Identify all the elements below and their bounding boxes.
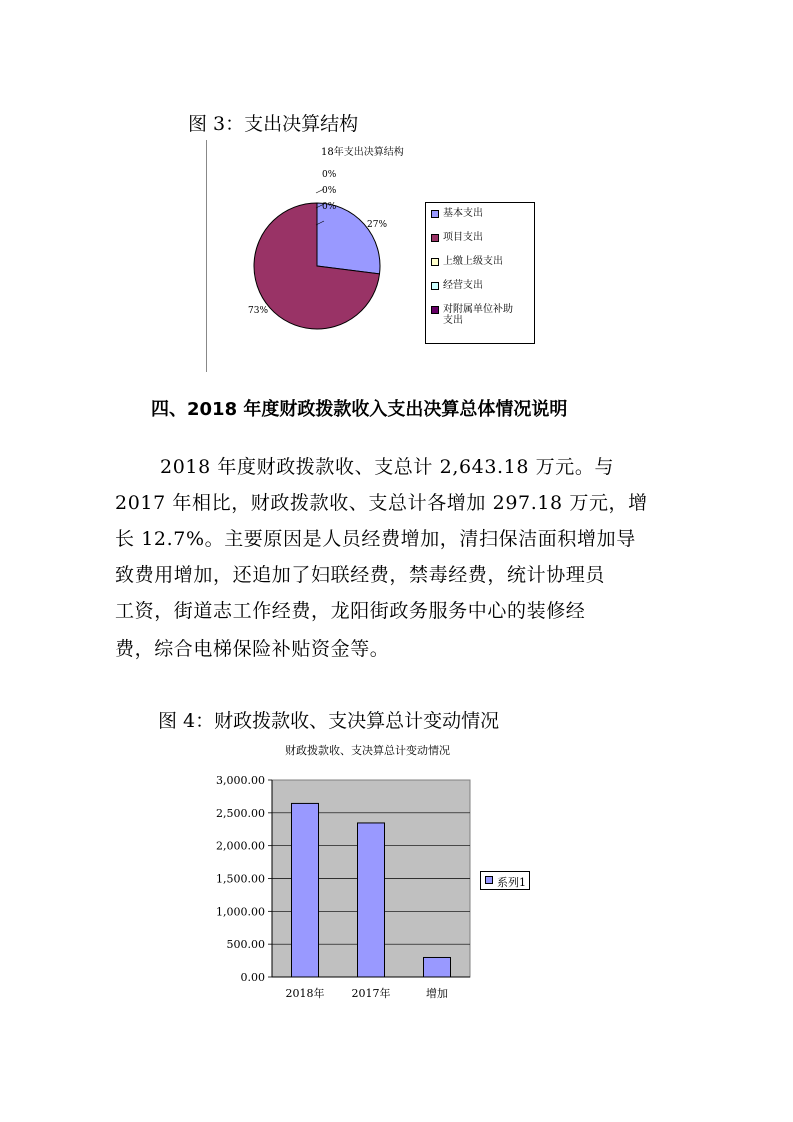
bar-legend-swatch [485, 876, 493, 884]
bar-legend [480, 871, 530, 890]
pie-legend-item: 上缴上级支出 [431, 256, 503, 268]
legend-swatch [431, 234, 439, 242]
y-tick-label: 1,500.00 [216, 872, 265, 886]
y-tick-label: 500.00 [226, 938, 265, 952]
bar [358, 823, 385, 977]
legend-swatch [431, 258, 439, 266]
pie-chart-title: 18年支出决算结构 [321, 147, 404, 158]
pie-data-label: 73% [248, 306, 269, 316]
pie-data-label: 0% [322, 186, 337, 196]
section-heading: 四、2018 年度财政拨款收入支出决算总体情况说明 [151, 399, 568, 420]
bar-chart-title: 财政拨款收、支决算总计变动情况 [285, 744, 450, 757]
figure-4-caption: 图 4：财政拨款收、支决算总计变动情况 [158, 710, 500, 732]
bar [424, 957, 451, 977]
figure-3-caption: 图 3：支出决算结构 [188, 113, 359, 135]
pie-chart-plot [206, 135, 421, 375]
paragraph-line: 致费用增加，还追加了妇联经费，禁毒经费，统计协理员 [115, 564, 606, 586]
pie-legend [425, 202, 535, 344]
x-category-label: 2017年 [351, 987, 391, 1000]
x-category-label: 2018年 [285, 987, 325, 1000]
paragraph-line: 工资，街道志工作经费，龙阳街政务服务中心的装修经 [115, 600, 586, 622]
paragraph-line: 长 12.7%。主要原因是人员经费增加，清扫保洁面积增加导 [115, 528, 636, 550]
paragraph-line: 2017 年相比，财政拨款收、支总计各增加 297.18 万元，增 [115, 492, 648, 514]
y-tick-label: 3,000.00 [216, 774, 265, 787]
pie-slice [317, 203, 380, 274]
legend-swatch [431, 306, 439, 314]
y-tick-label: 0.00 [240, 971, 265, 984]
y-tick-label: 2,000.00 [216, 839, 265, 853]
y-tick-label: 1,000.00 [216, 905, 265, 919]
pie-legend-item: 项目支出 [431, 232, 483, 244]
pie-legend-item: 对附属单位补助 [431, 304, 513, 316]
pie-data-label: 27% [367, 220, 388, 230]
bar [292, 803, 319, 977]
pie-data-label: 0% [322, 170, 337, 180]
paragraph-line: 2018 年度财政拨款收、支总计 2,643.18 万元。与 [160, 456, 615, 478]
pie-legend-item: 基本支出 [431, 208, 483, 220]
bar-legend-label: 系列1 [497, 876, 526, 889]
pie-data-label: 0% [322, 202, 337, 212]
paragraph-line: 费，综合电梯保险补贴资金等。 [115, 638, 390, 660]
pie-legend-item: 经营支出 [431, 280, 483, 292]
x-category-label: 增加 [426, 987, 448, 1000]
pie-legend-item: 支出 [443, 315, 463, 326]
pie-chart [206, 135, 576, 375]
y-tick-label: 2,500.00 [216, 806, 265, 820]
legend-swatch [431, 210, 439, 218]
legend-swatch [431, 282, 439, 290]
